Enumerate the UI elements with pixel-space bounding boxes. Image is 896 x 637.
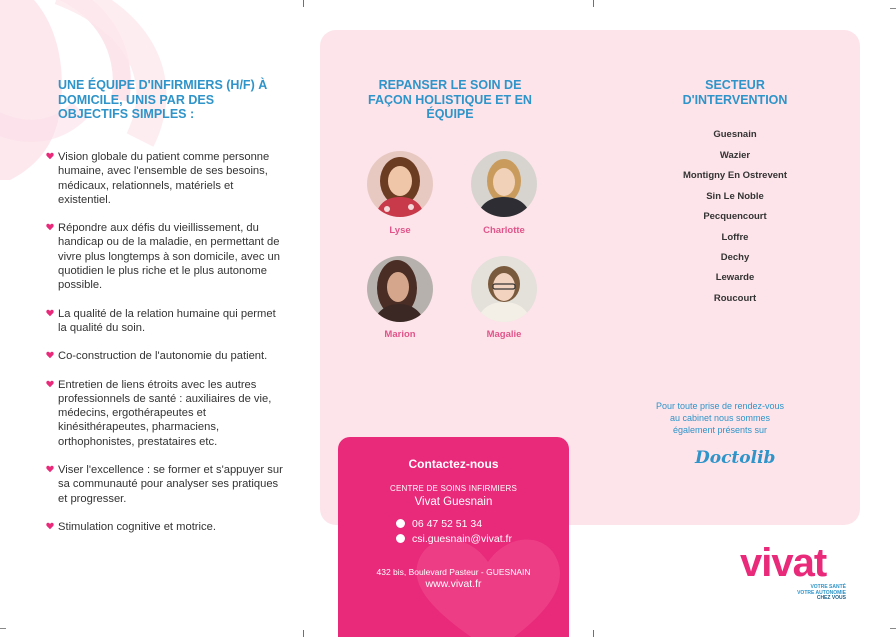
list-item-text: Entretien de liens étroits avec les autres professionnels de santé : auxiliaires de vie, médecins, ergothérapeutes et kinésithérapeutes, pharmaciens, orthophonistes, prestataires etc.: [58, 378, 272, 448]
contact-title: Contactez-nous: [408, 457, 499, 471]
heart-bullet-icon: [46, 309, 54, 317]
list-item: [46, 349, 286, 363]
list-item: [46, 221, 286, 292]
list-item-text: Stimulation cognitive et motrice.: [58, 520, 216, 533]
town-item: Wazier: [719, 150, 751, 161]
tagline-line: CHEZ VOUS: [816, 595, 846, 601]
list-item-text: Co-construction de l'autonomie du patient.: [58, 350, 268, 363]
email-icon: [396, 534, 405, 543]
heart-bullet-icon: [46, 522, 54, 530]
list-item: [46, 150, 286, 207]
crop-mark: [593, 0, 594, 7]
left-column-title: UNE ÉQUIPE D'INFIRMIERS (H/F) À DOMICILE, UNIS PAR DES OBJECTIFS SIMPLES :: [58, 78, 268, 121]
town-item: Dechy: [720, 252, 750, 263]
person-photo-icon: [471, 151, 537, 217]
member-name: Marion: [384, 329, 416, 340]
list-item-text: Viser l'excellence : se former et s'appuyer sur sa communauté pour analyser ses pratiques et progresser.: [58, 464, 283, 505]
list-item-text: Vision globale du patient comme personne humaine, avec l'ensemble de ses besoins, médicaux, relationnels, matériels et existentiel.: [58, 151, 270, 206]
crop-mark: [303, 0, 304, 7]
heart-bullet-icon: [46, 351, 54, 359]
town-item: Guesnain: [713, 129, 757, 140]
list-item: [46, 520, 286, 534]
sector-title: SECTEUR D'INTERVENTION: [682, 78, 788, 107]
person-photo-icon: [367, 151, 433, 217]
member-name: Magalie: [486, 329, 522, 340]
vivat-logo: vivat: [740, 541, 827, 585]
avatar: [367, 256, 433, 322]
heart-bullet-icon: [46, 152, 54, 160]
town-item: Lewarde: [715, 272, 755, 283]
crop-mark: [890, 628, 896, 629]
heart-bullet-icon: [46, 223, 54, 231]
list-item: [46, 307, 286, 336]
crop-mark: [303, 630, 304, 637]
town-item: Pecquencourt: [703, 211, 767, 222]
brand-tagline: [776, 585, 846, 602]
objectives-list: [46, 150, 286, 548]
email-address[interactable]: csi.guesnain@vivat.fr: [412, 533, 512, 545]
crop-mark: [593, 630, 594, 637]
phone-number[interactable]: 06 47 52 51 34: [412, 518, 483, 530]
website-link[interactable]: www.vivat.fr: [425, 578, 482, 590]
heart-bullet-icon: [46, 380, 54, 388]
email-row[interactable]: [396, 533, 512, 545]
town-item: Loffre: [721, 232, 749, 243]
avatar: [471, 151, 537, 217]
list-item-text: Répondre aux défis du vieillissement, du handicap ou de la maladie, en permettant de vivre plus longtemps à son domicile, avec un quotidien le plus riche et le plus autonome possible.: [58, 222, 280, 292]
town-item: Roucourt: [713, 293, 757, 304]
heart-bullet-icon: [46, 465, 54, 473]
list-item: [46, 463, 286, 506]
town-item: Montigny En Ostrevent: [683, 170, 787, 181]
address: 432 bis, Boulevard Pasteur - GUESNAIN: [376, 567, 531, 577]
person-photo-icon: [367, 256, 433, 322]
tagline-line: VOTRE AUTONOMIE: [797, 589, 846, 596]
doctolib-note: Pour toute prise de rendez-vous au cabinet nous sommes également présents sur: [655, 401, 785, 435]
doctolib-logo[interactable]: Doctolib: [695, 448, 776, 468]
avatar: [367, 151, 433, 217]
phone-row[interactable]: [396, 518, 482, 530]
list-item-text: La qualité de la relation humaine qui permet la qualité du soin.: [58, 307, 276, 334]
team-title: REPANSER LE SOIN DE FAÇON HOLISTIQUE ET EN ÉQUIPE: [368, 78, 532, 121]
member-name: Charlotte: [483, 225, 525, 236]
avatar: [471, 256, 537, 322]
contact-subtitle: CENTRE DE SOINS INFIRMIERS: [390, 484, 517, 493]
list-item: [46, 378, 286, 449]
member-name: Lyse: [389, 225, 411, 236]
person-photo-icon: [471, 256, 537, 322]
phone-icon: [396, 519, 405, 528]
crop-mark: [890, 8, 896, 9]
contact-card: [338, 437, 569, 637]
town-item: Sin Le Noble: [706, 191, 764, 202]
contact-org-name: Vivat Guesnain: [414, 496, 493, 508]
tagline-line: VOTRE SANTÉ: [810, 584, 846, 590]
crop-mark: [0, 628, 6, 629]
